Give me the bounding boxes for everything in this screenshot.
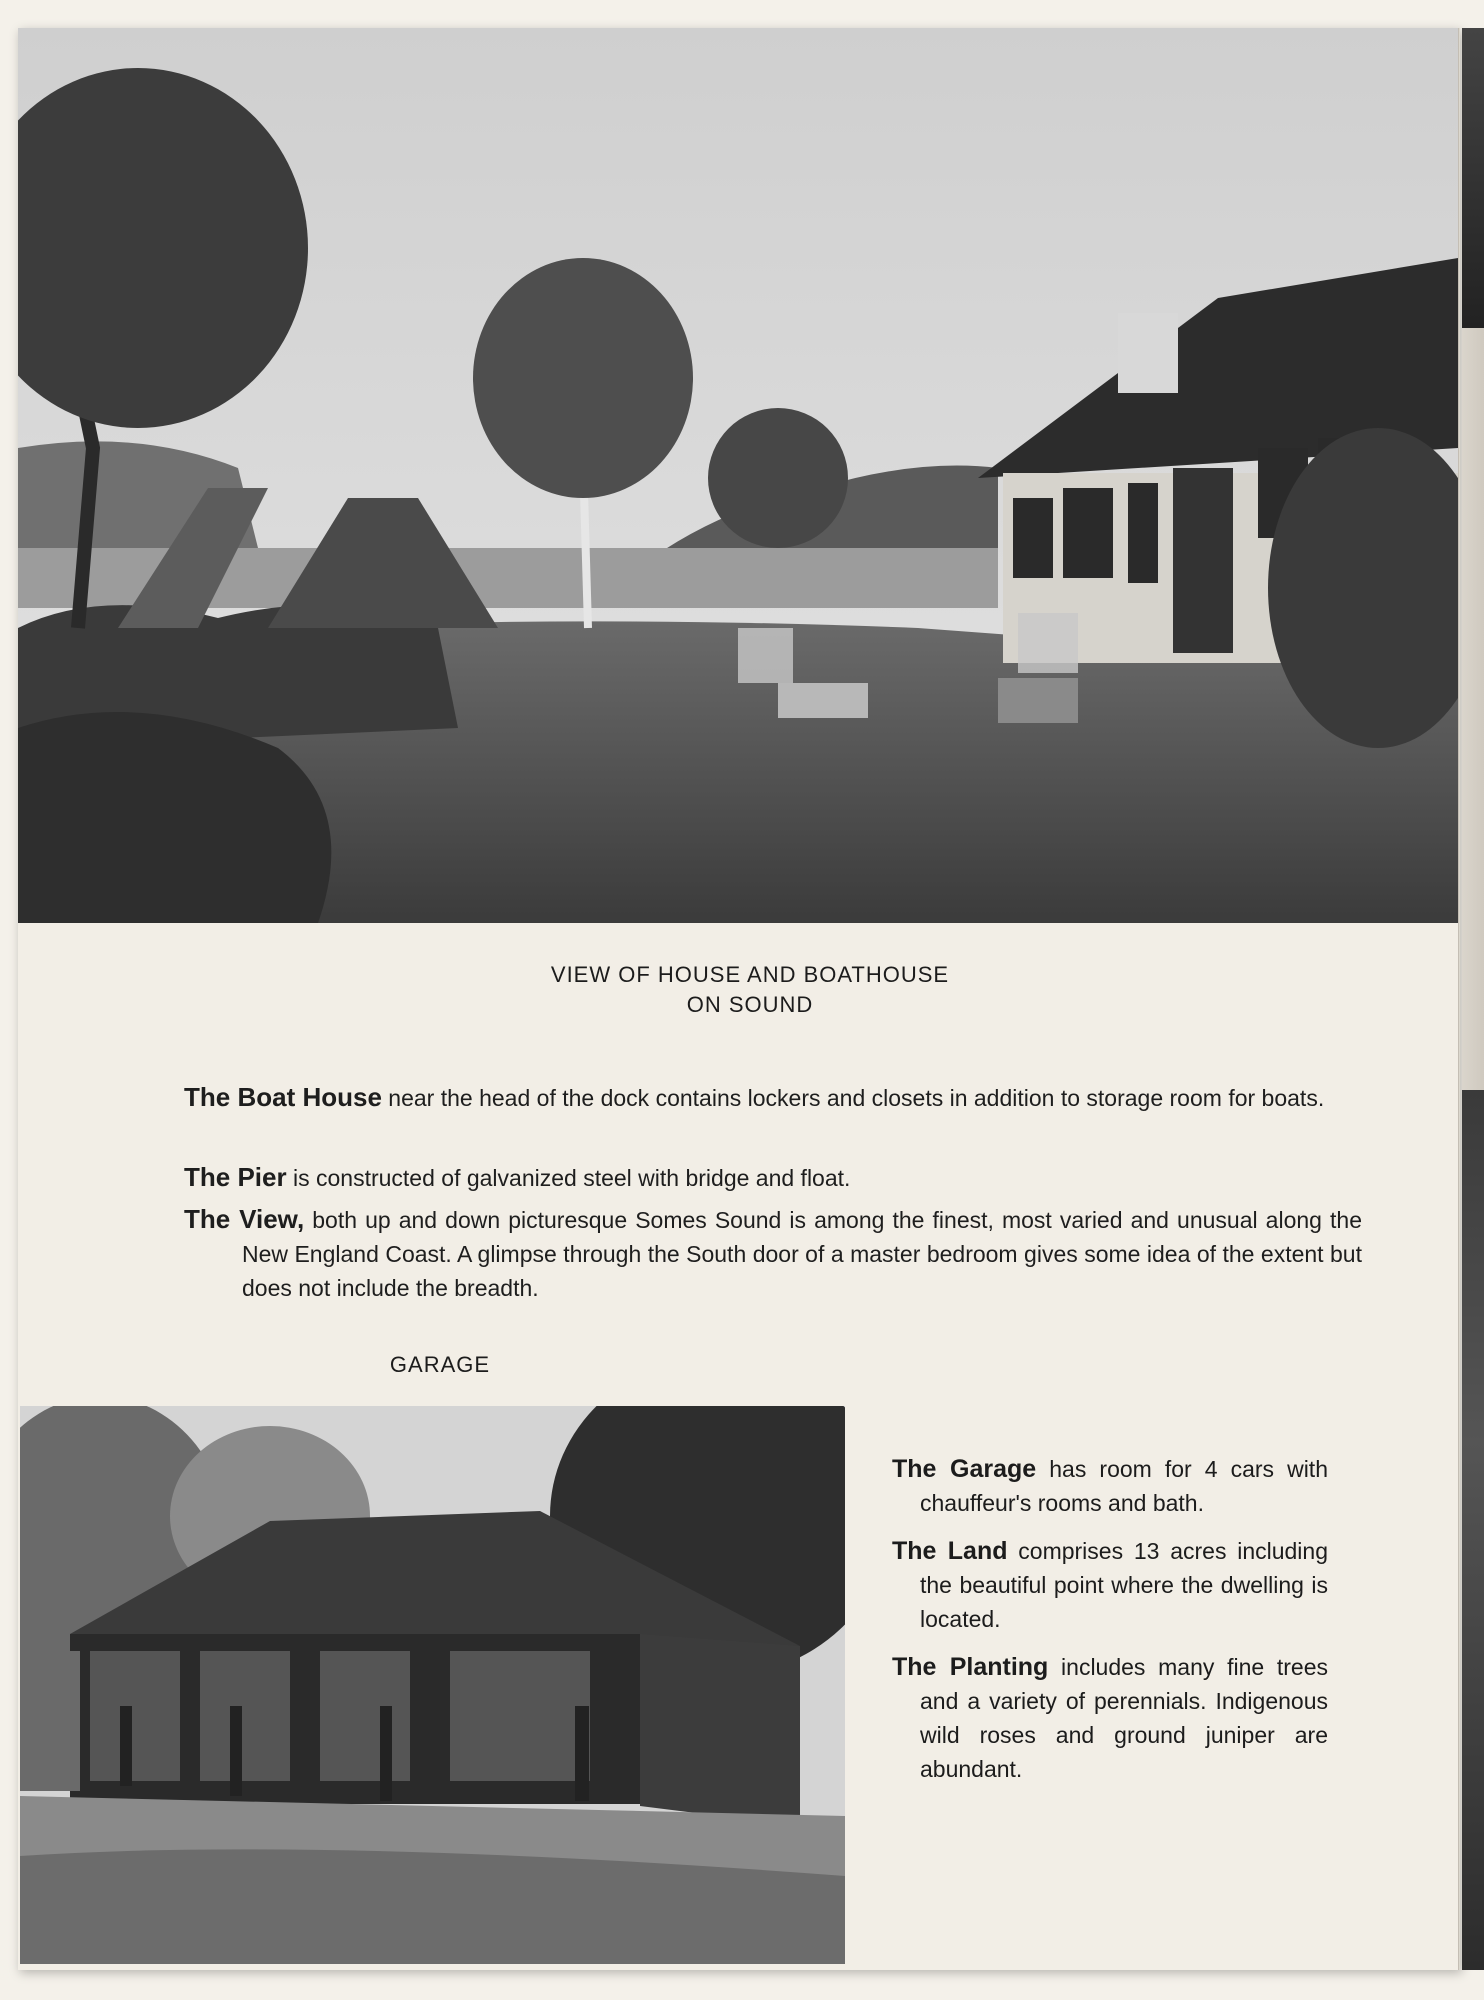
land-text: comprises 13 acres including the beautiful point where the dwelling is located.	[920, 1538, 1329, 1632]
adjacent-page-photo-edge	[1462, 1090, 1484, 1970]
land-paragraph	[892, 1534, 1328, 1636]
garage-photo	[20, 1406, 845, 1964]
boat-house-heading: The Boat House	[184, 1082, 382, 1112]
view-paragraph	[184, 1202, 1362, 1305]
view-text: both up and down picturesque Somes Sound is among the finest, most varied and unusual along the New England Coast. A glimpse through the South door of a master bedroom gives some idea of the extent but does not include the breadth.	[242, 1207, 1362, 1301]
pier-heading: The Pier	[184, 1162, 287, 1192]
caption-line-2: ON SOUND	[686, 992, 814, 1017]
planting-heading: The Planting	[892, 1653, 1049, 1681]
land-heading: The Land	[892, 1537, 1008, 1565]
planting-paragraph	[892, 1650, 1328, 1786]
page-fold	[1458, 28, 1460, 1970]
pier-paragraph	[184, 1160, 1362, 1195]
garage-paragraph	[892, 1452, 1328, 1520]
adjacent-page-photo-edge-top	[1462, 28, 1484, 328]
garage-caption: GARAGE	[389, 1352, 491, 1377]
garage-text: has room for 4 cars with chauffeur's rooms and bath.	[920, 1456, 1328, 1516]
boat-house-text: near the head of the dock contains lockers and closets in addition to storage room for boats.	[381, 1085, 1325, 1111]
planting-text: includes many fine trees and a variety of perennials. Indigenous wild roses and ground juniper are abundant.	[920, 1654, 1329, 1782]
boat-house-paragraph	[184, 1080, 1362, 1115]
garage-heading: The Garage	[892, 1455, 1037, 1483]
view-heading: The View,	[184, 1204, 305, 1234]
pier-text: is constructed of galvanized steel with bridge and float.	[286, 1165, 851, 1191]
house-photo-caption	[450, 960, 1050, 1020]
house-boathouse-photo	[18, 28, 1458, 923]
caption-line-1: VIEW OF HOUSE AND BOATHOUSE	[550, 962, 950, 987]
